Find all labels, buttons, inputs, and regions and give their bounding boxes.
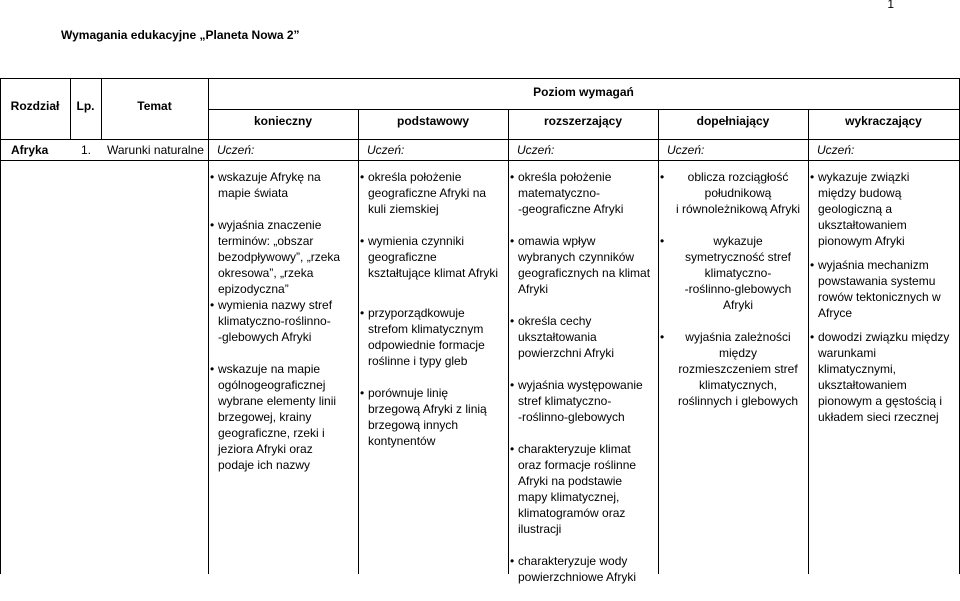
requirement-line: geograficznych na klimat: [518, 266, 651, 280]
requirement-line: roślinne i typy gleb: [368, 354, 468, 368]
requirement-line: między: [718, 346, 757, 360]
table-left-border: [0, 78, 1, 574]
requirement-line: wybranych czynników: [518, 250, 635, 264]
requirement-line: • wskazuje Afrykę na: [218, 170, 321, 184]
requirement-line: okresowa”, „rzeka: [218, 266, 314, 280]
requirement-item: [210, 297, 358, 345]
requirement-line: • porównuje linię: [368, 386, 449, 400]
requirement-line: geograficzne, rzeki i: [218, 426, 325, 440]
requirement-line: klimatyczno-roślinno-: [218, 314, 331, 328]
requirement-item: [510, 313, 658, 361]
requirement-line: Afryki: [723, 298, 753, 312]
header-bottom-border: [0, 139, 960, 140]
requirement-line: ukształtowania: [518, 330, 597, 344]
requirement-item: [810, 169, 959, 249]
header-level-4: dopełniający: [696, 114, 770, 128]
requirement-line: -glebowych Afryki: [218, 330, 312, 344]
requirement-line: • określa położenie: [368, 170, 462, 184]
header-level-3: rozszerzający: [543, 114, 623, 128]
requirement-line: strefom klimatycznym: [368, 322, 484, 336]
col-divider-level-1: [358, 109, 359, 574]
student-label-level-5: Uczeń:: [817, 143, 855, 157]
header-level-5: wykraczający: [845, 114, 922, 128]
requirement-line: południkową: [704, 186, 772, 200]
requirement-line: powstawania systemu: [818, 274, 936, 288]
requirement-line: powierzchni Afryki: [518, 346, 615, 360]
requirement-line: stref klimatyczno-: [518, 394, 612, 408]
requirement-line: powierzchniowe Afryki: [518, 570, 637, 584]
requirements-wykraczajacy: [810, 169, 959, 433]
requirement-item: [360, 385, 508, 449]
header-topic: Temat: [137, 99, 172, 113]
requirement-item: [510, 441, 658, 537]
requirement-line: • wyjaśnia występowanie: [518, 378, 643, 392]
requirement-item: [510, 233, 658, 297]
requirement-line: brzegową Afryki z linią: [368, 402, 487, 416]
header-level-1: konieczny: [253, 114, 313, 128]
level-group-divider: [208, 109, 960, 110]
requirement-line: klimatogramów oraz: [518, 506, 626, 520]
requirement-line: rozmieszczeniem stref: [678, 362, 798, 376]
requirement-line: • wyjaśnia mechanizm: [818, 258, 929, 272]
requirement-item: [810, 329, 959, 425]
header-level-2: podstawowy: [396, 114, 469, 128]
requirement-line: • określa cechy: [518, 314, 592, 328]
requirements-konieczny: [210, 169, 358, 489]
requirement-line: ukształtowaniem: [818, 378, 907, 392]
requirement-line: -geograficzne Afryki: [518, 202, 624, 216]
requirements-rozszerzajacy: [510, 169, 658, 601]
requirement-line: podaje ich nazwy: [218, 458, 311, 472]
student-label-level-2: Uczeń:: [367, 143, 405, 157]
requirement-line: jeziora Afryki oraz: [218, 442, 313, 456]
requirement-line: ogólnogeograficznej: [218, 378, 326, 392]
requirement-line: matematyczno-: [518, 186, 601, 200]
requirement-line: układem sieci rzecznej: [818, 410, 939, 424]
requirement-item: [360, 169, 508, 217]
row-number: 1.: [81, 143, 92, 157]
col-divider-topic: [208, 78, 209, 574]
requirement-line: oraz formacje roślinne: [518, 458, 637, 472]
header-section: Rozdział: [10, 99, 60, 113]
requirement-line: warunkami: [818, 346, 877, 360]
student-label-level-4: Uczeń:: [667, 143, 705, 157]
requirement-line: Afryki na podstawie: [518, 474, 623, 488]
requirement-item: [810, 257, 959, 321]
requirement-line: • charakteryzuje klimat: [518, 442, 631, 456]
requirement-line: -roślinno-glebowych: [684, 282, 792, 296]
requirement-line: kuli ziemskiej: [368, 202, 439, 216]
requirement-line: roślinnych i glebowych: [677, 394, 799, 408]
document-title: Wymagania edukacyjne „Planeta Nowa 2”: [61, 28, 300, 42]
requirement-line: • wykazuje: [713, 234, 763, 248]
requirement-line: • przyporządkowuje: [368, 306, 465, 320]
requirement-line: rowów tektonicznych w: [818, 290, 941, 304]
requirement-item: [660, 329, 808, 409]
col-divider-level-3: [658, 109, 659, 574]
requirement-line: • wymienia czynniki: [368, 234, 465, 248]
requirement-item: [510, 169, 658, 217]
requirements-dopelniajacy: [660, 169, 808, 425]
requirement-line: mapy klimatycznej,: [518, 490, 620, 504]
requirement-line: między budową: [818, 186, 902, 200]
requirement-line: kształtujące klimat Afryki: [368, 266, 499, 280]
requirement-item: [660, 169, 808, 217]
requirement-line: i równoleżnikową Afryki: [675, 202, 801, 216]
requirement-line: symetryczność stref: [684, 250, 792, 264]
requirement-line: • charakteryzuje wody: [518, 554, 628, 568]
requirement-line: • wskazuje na mapie: [218, 362, 321, 376]
requirement-line: • wymienia nazwy stref: [218, 298, 333, 312]
requirements-podstawowy: [360, 169, 508, 465]
requirement-line: • dowodzi związku między: [818, 330, 950, 344]
requirement-line: • oblicza rozciągłość: [687, 170, 789, 184]
requirement-line: • wykazuje związki: [818, 170, 910, 184]
requirement-line: ilustracji: [518, 522, 562, 536]
requirement-line: mapie świata: [218, 186, 289, 200]
student-label-level-3: Uczeń:: [517, 143, 555, 157]
requirement-item: [210, 217, 358, 297]
requirement-line: -roślinno-glebowych: [518, 410, 625, 424]
requirement-line: geograficzne: [368, 250, 437, 264]
header-number: Lp.: [76, 99, 95, 113]
requirement-line: klimatycznymi,: [818, 362, 897, 376]
requirement-line: geograficzne Afryki na: [368, 186, 487, 200]
requirement-line: • określa położenie: [518, 170, 612, 184]
requirement-item: [360, 305, 508, 369]
col-divider-level-4: [808, 109, 809, 574]
requirement-line: brzegową innych: [368, 418, 459, 432]
requirement-item: [210, 169, 358, 201]
requirement-item: [360, 233, 508, 281]
requirement-line: • wyjaśnia znaczenie: [218, 218, 322, 232]
row-section: Afryka: [11, 143, 49, 157]
requirement-line: epizodyczna”: [218, 282, 289, 296]
col-divider-level-2: [508, 109, 509, 574]
requirement-line: kontynentów: [368, 434, 436, 448]
requirement-item: [660, 233, 808, 313]
requirement-line: • wyjaśnia zależności: [685, 330, 791, 344]
label-row-divider: [0, 160, 960, 161]
requirement-line: wybrane elementy linii: [218, 394, 337, 408]
requirement-line: pionowym Afryki: [818, 234, 905, 248]
requirement-line: terminów: „obszar: [218, 234, 314, 248]
student-label-level-1: Uczeń:: [217, 143, 255, 157]
requirement-item: [210, 361, 358, 473]
header-level-group: Poziom wymagań: [533, 85, 634, 99]
requirement-line: ukształtowaniem: [818, 218, 907, 232]
requirement-line: klimatyczno-: [704, 266, 772, 280]
requirement-line: bezodpływowy”, „rzeka: [218, 250, 341, 264]
requirement-line: brzegowej, krainy: [218, 410, 312, 424]
requirement-line: pionowym a gęstością i: [818, 394, 943, 408]
table-top-border: [0, 78, 960, 79]
requirement-item: [510, 553, 658, 585]
requirement-item: [510, 377, 658, 425]
requirement-line: Afryce: [818, 306, 853, 320]
row-topic: Warunki naturalne: [107, 143, 204, 157]
requirement-line: • omawia wpływ: [518, 234, 596, 248]
page-number: 1: [887, 0, 894, 11]
requirement-line: geologiczną a: [818, 202, 893, 216]
requirement-line: klimatycznych,: [698, 378, 778, 392]
requirement-line: Afryki: [518, 282, 548, 296]
requirement-line: odpowiednie formacje: [368, 338, 485, 352]
